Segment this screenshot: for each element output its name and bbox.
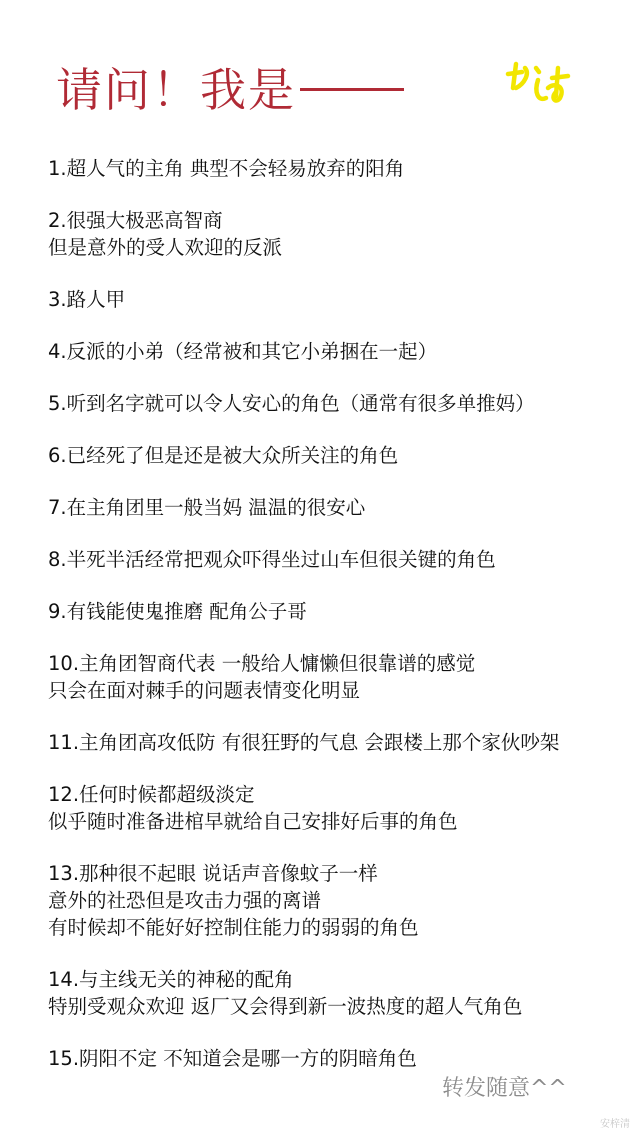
list-item-line: 1.超人气的主角 典型不会轻易放弃的阳角 [48, 157, 405, 180]
list-item-line: 7.在主角团里一般当妈 温温的很安心 [48, 496, 366, 519]
list-item [48, 442, 632, 469]
list-item-line: 但是意外的受人欢迎的反派 [48, 236, 283, 259]
list-item [48, 598, 632, 625]
page-title [56, 62, 404, 118]
role-list [48, 155, 632, 1072]
list-item [48, 286, 632, 313]
footer-note: 转发随意^^ [442, 1076, 567, 1101]
list-item-line: 意外的社恐但是攻击力强的离谱 [48, 889, 322, 912]
list-item-line: 9.有钱能使鬼推磨 配角公子哥 [48, 600, 307, 623]
list-item [48, 494, 632, 521]
list-item-line: 4.反派的小弟（经常被和其它小弟捆在一起） [48, 340, 438, 363]
list-item [48, 390, 632, 417]
list-item-line: 11.主角团高攻低防 有很狂野的气息 会跟楼上那个家伙吵架 [48, 731, 560, 754]
list-item-line: 15.阴阳不定 不知道会是哪一方的阴暗角色 [48, 1047, 417, 1070]
list-item [48, 729, 632, 756]
list-item-line: 有时候却不能好好控制住能力的弱弱的角色 [48, 916, 419, 939]
list-item [48, 966, 632, 1020]
list-item-line: 12.任何时候都超级淡定 [48, 783, 255, 806]
watermark: 安梓清 [600, 1119, 630, 1130]
list-item-line: 只会在面对棘手的问题表情变化明显 [48, 679, 361, 702]
list-item [48, 781, 632, 835]
list-item-line: 似乎随时准备进棺早就给自己安排好后事的角色 [48, 810, 458, 833]
list-item-line: 5.听到名字就可以令人安心的角色（通常有很多单推妈） [48, 392, 535, 415]
list-item [48, 546, 632, 573]
list-item-line: 3.路人甲 [48, 288, 126, 311]
title-dash [300, 88, 404, 91]
list-item [48, 338, 632, 365]
list-item-line: 6.已经死了但是还是被大众所关注的角色 [48, 444, 399, 467]
list-item [48, 155, 632, 182]
list-item-line: 特别受观众欢迎 返厂又会得到新一波热度的超人气角色 [48, 995, 523, 1018]
list-item [48, 860, 632, 941]
list-item [48, 1045, 632, 1072]
page-title-text: 请问！我是 [56, 63, 296, 117]
list-item [48, 650, 632, 704]
list-item-line: 13.那种很不起眼 说话声音像蚊子一样 [48, 862, 378, 885]
list-item-line: 2.很强大极恶高智商 [48, 209, 223, 232]
list-item-line: 8.半死半活经常把观众吓得坐过山车但很关键的角色 [48, 548, 496, 571]
list-item [48, 207, 632, 261]
list-item-line: 10.主角团智商代表 一般给人慵懒但很靠谱的感觉 [48, 652, 476, 675]
list-item-line: 14.与主线无关的神秘的配角 [48, 968, 294, 991]
yellow-sticker-icon [500, 58, 576, 130]
